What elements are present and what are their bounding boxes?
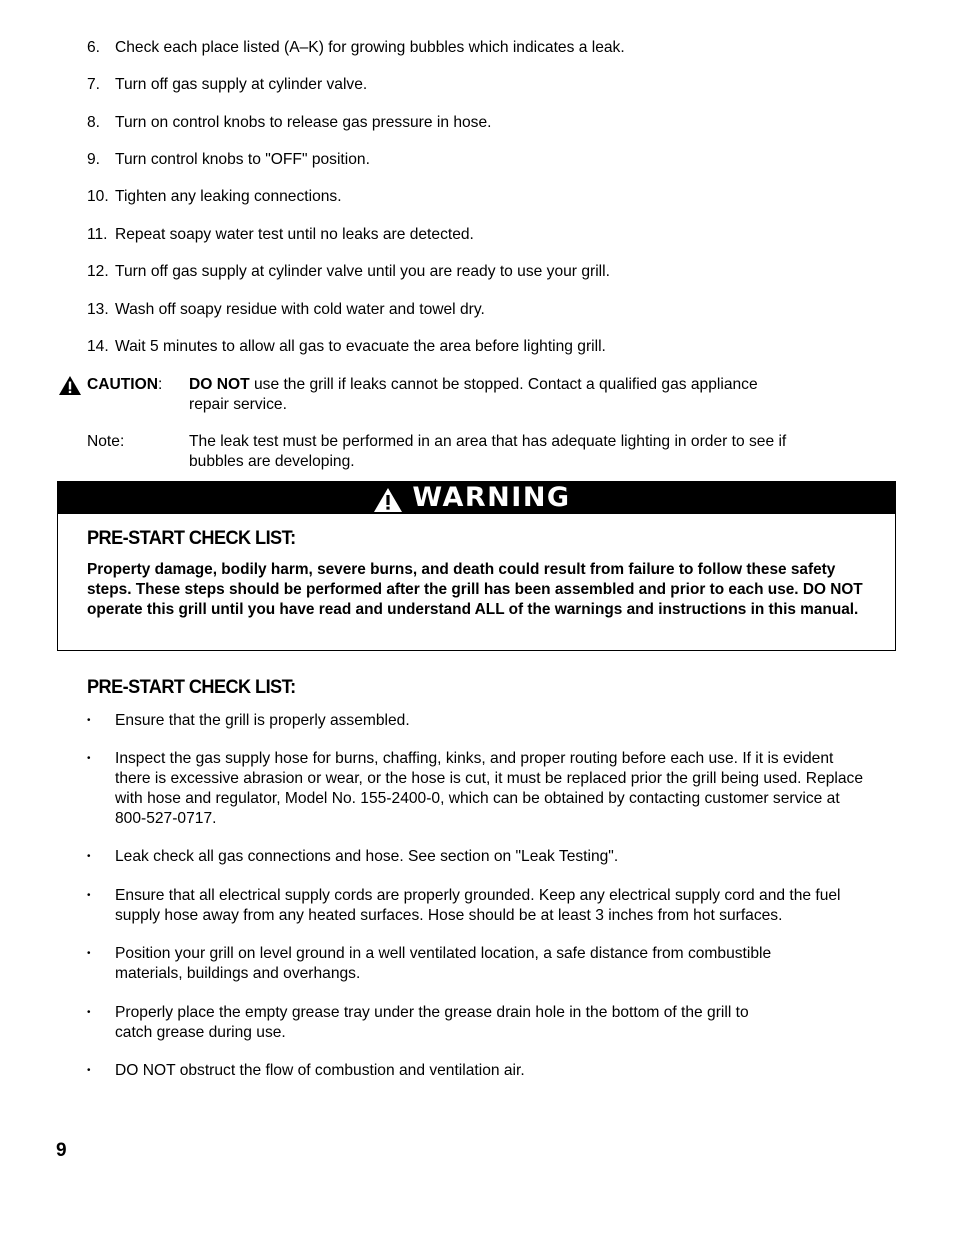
step-text: Turn off gas supply at cylinder valve. <box>115 76 368 93</box>
list-item-text: Position your grill on level ground in a well ventilated location, a safe distance from combustible materials, buildings and overhangs. <box>115 945 772 982</box>
step-item <box>87 300 887 320</box>
caution-colon: : <box>158 376 163 393</box>
step-text: Repeat soapy water test until no leaks are detected. <box>115 226 474 243</box>
step-number: 14. <box>87 338 109 355</box>
bullet: • <box>87 948 91 959</box>
step-text: Tighten any leaking connections. <box>115 188 342 205</box>
caution-label-group <box>87 375 162 395</box>
bullet: • <box>87 753 91 764</box>
caution-line-1-text: use the grill if leaks cannot be stopped. Contact a qualified gas appliance <box>249 376 758 393</box>
step-text: Turn on control knobs to release gas pressure in hose. <box>115 114 492 131</box>
bullet: • <box>87 890 91 901</box>
bullet: • <box>87 1007 91 1018</box>
step-number: 6. <box>87 39 101 56</box>
warning-title: WARNING <box>412 482 571 513</box>
step-number: 9. <box>87 151 101 168</box>
step-number: 12. <box>87 263 109 280</box>
bullet: • <box>87 715 91 726</box>
step-item <box>87 113 887 133</box>
step-item <box>87 262 887 282</box>
list-item-text: Leak check all gas connections and hose. See section on "Leak Testing". <box>115 848 619 865</box>
list-item-text: DO NOT obstruct the flow of combustion and ventilation air. <box>115 1062 525 1079</box>
list-item-text: Ensure that all electrical supply cords are properly grounded. Keep any electrical supply cord and the fuel supply hose away from any heated surfaces. Hose should be at least 3 inches from hot surfaces. <box>115 887 841 924</box>
step-item <box>87 225 887 245</box>
step-number: 11. <box>87 226 108 243</box>
note-line-1: The leak test must be performed in an area that has adequate lighting in order to see if <box>189 433 787 450</box>
step-item <box>87 150 887 170</box>
step-item <box>87 38 887 58</box>
warning-triangle-icon <box>59 376 81 395</box>
note-text <box>189 432 889 472</box>
warning-header-bar <box>58 482 895 514</box>
list-item-text: Ensure that the grill is properly assembled. <box>115 712 410 729</box>
step-number: 8. <box>87 114 101 131</box>
bullet: • <box>87 851 91 862</box>
step-item <box>87 187 887 207</box>
warning-body: Property damage, bodily harm, severe burns, and death could result from failure to follow these safety steps. These steps should be performed after the grill has been assembled and prior to each use. DO NOT operate this grill until you have read and understand ALL of the warnings and instructions in this manual. <box>87 561 863 618</box>
step-text: Turn off gas supply at cylinder valve until you are ready to use your grill. <box>115 263 610 280</box>
warning-box <box>57 481 896 651</box>
step-item <box>87 75 887 95</box>
caution-line-2: repair service. <box>189 396 287 413</box>
bullet: • <box>87 1065 91 1076</box>
caution-emphasis: DO NOT <box>189 376 250 393</box>
page-number: 9 <box>56 1140 67 1161</box>
step-number: 7. <box>87 76 101 93</box>
note-label: Note: <box>87 433 125 450</box>
step-item <box>87 337 887 357</box>
step-text: Check each place listed (A–K) for growing bubbles which indicates a leak. <box>115 39 625 56</box>
step-text: Wait 5 minutes to allow all gas to evacuate the area before lighting grill. <box>115 338 606 355</box>
warning-heading: PRE-START CHECK LIST: <box>87 527 296 549</box>
step-number: 10. <box>87 188 109 205</box>
step-text: Turn control knobs to "OFF" position. <box>115 151 370 168</box>
caution-label: CAUTION <box>87 376 159 393</box>
caution-line-1 <box>189 375 889 395</box>
list-item-text: Inspect the gas supply hose for burns, chaffing, kinks, and proper routing before each use. If it is evident there is excessive abrasion or wear, or the hose is cut, it must be replaced prior the grill being used. Replace with hose and regulator, Model No. 155-2400-0, which can be obtained by contacting customer service at 800-527-0717. <box>115 750 864 827</box>
checklist-heading: PRE-START CHECK LIST: <box>87 676 296 698</box>
caution-text <box>189 375 889 415</box>
list-item-text: Properly place the empty grease tray under the grease drain hole in the bottom of the grill to catch grease during use. <box>115 1004 749 1041</box>
note-line-2: bubbles are developing. <box>189 453 355 470</box>
step-text: Wash off soapy residue with cold water and towel dry. <box>115 301 485 318</box>
step-number: 13. <box>87 301 109 318</box>
